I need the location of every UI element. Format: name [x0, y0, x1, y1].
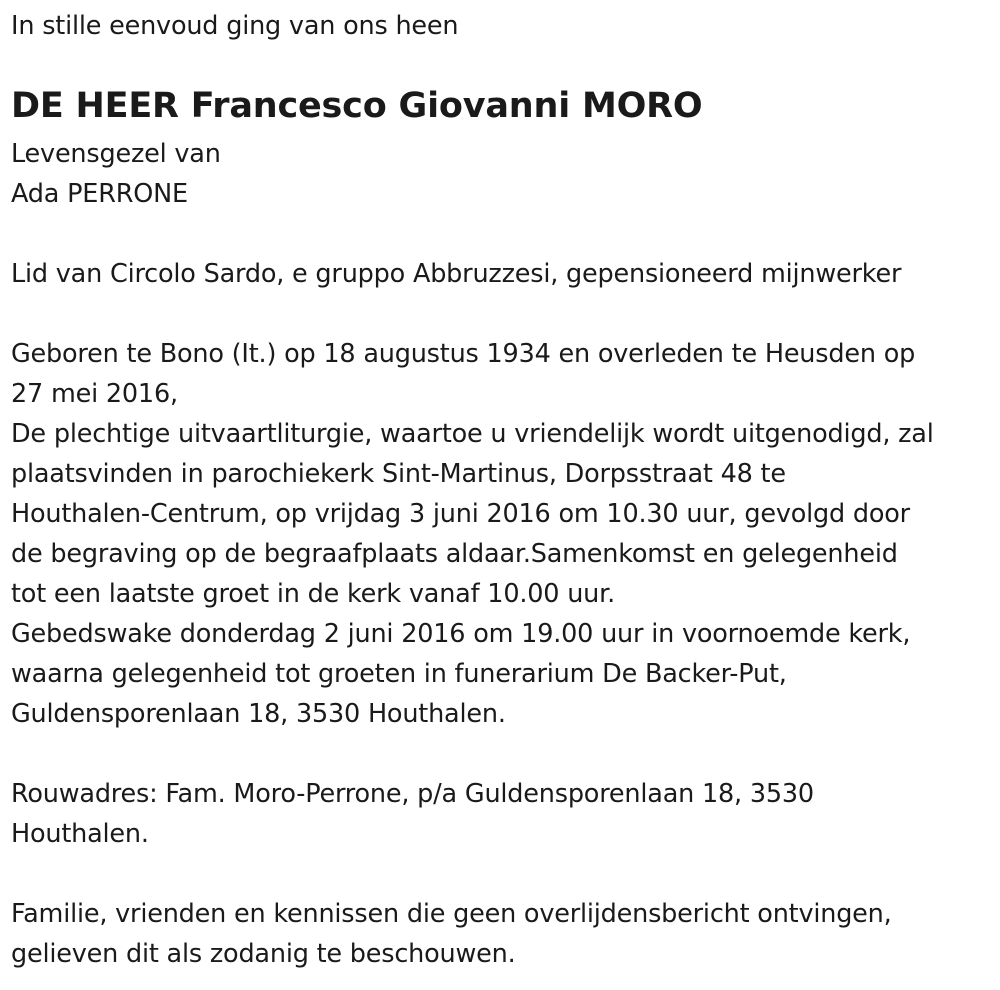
- closing-note: [11, 894, 995, 974]
- spacer: [11, 294, 995, 334]
- closing-line: gelieven dit als zodanig te beschouwen.: [11, 939, 516, 969]
- membership-text: Lid van Circolo Sardo, e gruppo Abbruzzesi, gepensioneerd mijnwerker: [11, 259, 902, 289]
- details-line: Geboren te Bono (It.) op 18 augustus 1934 en overleden te Heusden op: [11, 339, 916, 369]
- details-line: tot een laatste groet in de kerk vanaf 10.00 uur.: [11, 579, 615, 609]
- funeral-details: [11, 334, 995, 734]
- spacer: [11, 854, 995, 894]
- details-line: Houthalen-Centrum, op vrijdag 3 juni 2016 om 10.30 uur, gevolgd door: [11, 499, 910, 529]
- address-line: Rouwadres: Fam. Moro-Perrone, p/a Guldensporenlaan 18, 3530: [11, 779, 814, 809]
- details-line: Guldensporenlaan 18, 3530 Houthalen.: [11, 699, 506, 729]
- address-line: Houthalen.: [11, 819, 149, 849]
- obituary-notice: [11, 6, 995, 974]
- spacer: [11, 734, 995, 774]
- partner-label: Levensgezel van: [11, 139, 221, 169]
- details-line: Gebedswake donderdag 2 juni 2016 om 19.00 uur in voornoemde kerk,: [11, 619, 911, 649]
- details-line: plaatsvinden in parochiekerk Sint-Martinus, Dorpsstraat 48 te: [11, 459, 786, 489]
- closing-line: Familie, vrienden en kennissen die geen overlijdensbericht ontvingen,: [11, 899, 892, 929]
- details-line: de begraving op de begraafplaats aldaar.Samenkomst en gelegenheid: [11, 539, 898, 569]
- details-line: 27 mei 2016,: [11, 379, 178, 409]
- details-line: waarna gelegenheid tot groeten in funerarium De Backer-Put,: [11, 659, 787, 689]
- details-line: De plechtige uitvaartliturgie, waartoe u vriendelijk wordt uitgenodigd, zal: [11, 419, 934, 449]
- intro-text: In stille eenvoud ging van ons heen: [11, 11, 459, 41]
- mourning-address: [11, 774, 995, 854]
- spacer: [11, 214, 995, 254]
- partner-name: Ada PERRONE: [11, 179, 188, 209]
- deceased-name: DE HEER Francesco Giovanni MORO: [11, 86, 703, 126]
